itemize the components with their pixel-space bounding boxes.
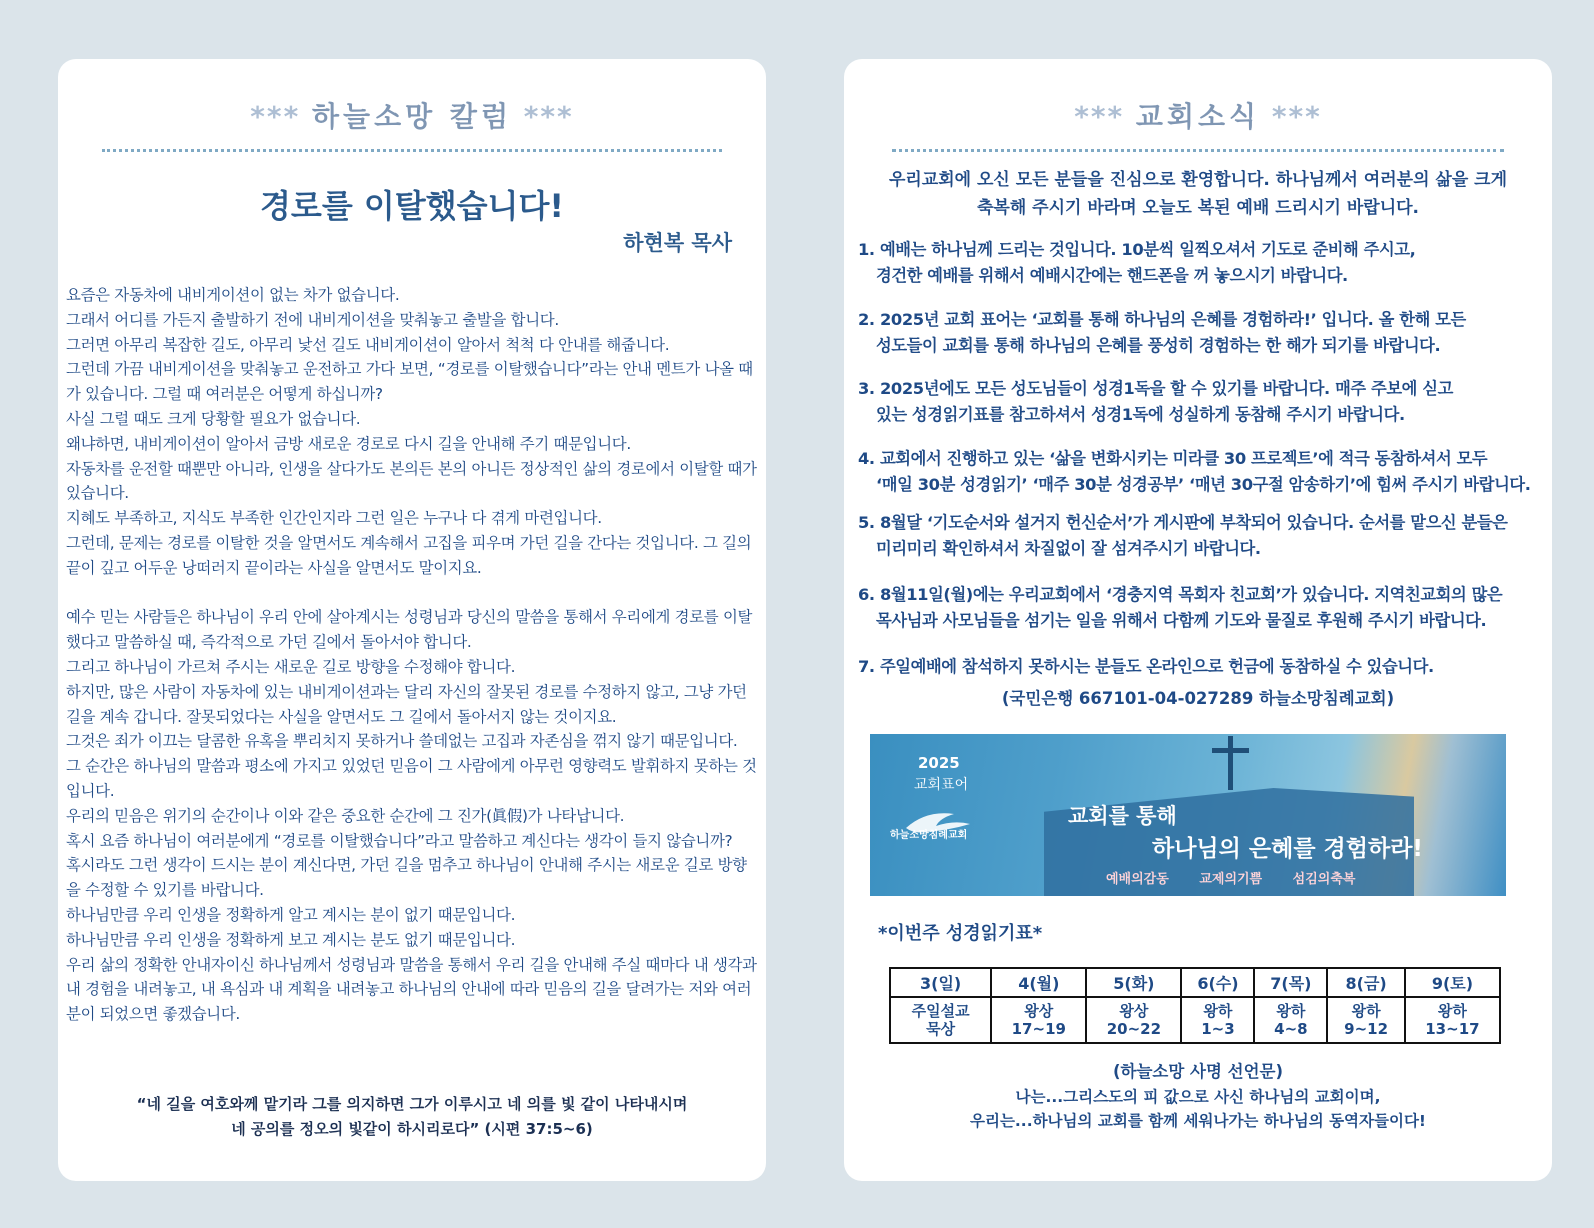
- welcome-message: [864, 166, 1532, 222]
- cell-line: 주일설교: [911, 1002, 970, 1020]
- cell-book: 왕상: [1119, 1002, 1149, 1020]
- reading-cell: [1086, 997, 1181, 1043]
- cell-ref: 20~22: [1106, 1020, 1162, 1038]
- welcome-line: 우리교회에 오신 모든 분들을 진심으로 환영합니다. 하나님께서 여러분의 삶을 크게: [888, 170, 1508, 190]
- paragraph: 요즘은 자동차에 내비게이션이 없는 차가 없습니다.: [66, 286, 400, 304]
- notice-line: 3. 2025년에도 모든 성도님들이 성경1독을 할 수 있기를 바랍니다. 매주 주보에 싣고: [858, 379, 1453, 398]
- notice-item: [858, 510, 1548, 562]
- paragraph: 그것은 죄가 이끄는 달콤한 유혹을 뿌리치지 못하거나 쓸데없는 고집과 자존심을 꺾지 않기 때문입니다.: [66, 732, 738, 751]
- column-title: 경로를 이탈했습니다!: [260, 187, 564, 225]
- bank-account: (국민은행 667101-04-027289 하늘소망침례교회): [1001, 689, 1395, 708]
- reading-cell: [890, 997, 991, 1043]
- day-header: 8(금): [1327, 968, 1404, 997]
- notice-line: 있는 성경읽기표를 참고하셔서 성경1독에 성실하게 동참해 주시기 바랍니다.: [876, 405, 1405, 424]
- reading-cell: [1327, 997, 1404, 1043]
- paragraph: 그런데, 문제는 경로를 이탈한 것을 알면서도 계속해서 고집을 피우며 가던 길을 간다는 것입니다. 그 길의 끝이 깊고 어두운 낭떠러지 끝이라는 사실을 알면서도 말이지요.: [66, 533, 752, 577]
- notice-line: 1. 예배는 하나님께 드리는 것입니다. 10분씩 일찍오셔서 기도로 준비해 주시고,: [858, 240, 1416, 259]
- paragraph-gap: [66, 581, 758, 606]
- reading-cell: [1254, 997, 1327, 1043]
- column-header: [58, 95, 766, 135]
- banner-motto-line: 하나님의 은혜를 경험하라!: [1152, 836, 1423, 862]
- bible-verse: [58, 1092, 766, 1142]
- notice-item: [858, 376, 1548, 428]
- welcome-line: 축복해 주시기 바라며 오늘도 복된 예배 드리시기 바랍니다.: [976, 198, 1419, 218]
- cross-icon: [1228, 736, 1233, 790]
- notice-line: 미리미리 확인하셔서 차질없이 잘 섬겨주시기 바랍니다.: [876, 539, 1261, 558]
- cell-ref: 13~17: [1425, 1020, 1480, 1038]
- logo-text: 하늘소망침례교회: [890, 830, 968, 841]
- cell-book: 왕하: [1351, 1002, 1381, 1020]
- notice-line: 성도들이 교회를 통해 하나님의 은혜를 풍성히 경험하는 한 해가 되기를 바랍니다.: [876, 336, 1441, 355]
- reading-table-title: *이번주 성경읽기표*: [878, 923, 1043, 944]
- mission-statement: [844, 1085, 1552, 1133]
- stars-decoration: ***: [1260, 100, 1322, 133]
- bible-reading-table: [889, 967, 1501, 1044]
- cell-ref: 17~19: [1011, 1020, 1066, 1038]
- banner-tags: [1106, 868, 1381, 887]
- dotted-divider: [102, 149, 722, 152]
- verse-line: 네 공의를 정오의 빛같이 하시리로다” (시편 37:5~6): [231, 1120, 593, 1138]
- day-header: 4(월): [991, 968, 1086, 997]
- cell-line: 묵상: [926, 1020, 956, 1038]
- notice-item: [858, 446, 1548, 498]
- notice-line: 6. 8월11일(월)에는 우리교회에서 ‘경충지역 목회자 친교회’가 있습니다. 지역친교회의 많은: [858, 585, 1503, 604]
- column-header-title: 하늘소망 칼럼: [311, 100, 513, 133]
- paragraph: 그러면 아무리 복잡한 길도, 아무리 낯선 길도 내비게이션이 알아서 척척 다 안내를 해줍니다.: [66, 335, 670, 354]
- notice-item: [858, 307, 1548, 359]
- paragraph: 혹시라도 그런 생각이 드시는 분이 계신다면, 가던 길을 멈추고 하나님이 안내해 주시는 새로운 길로 방향을 수정할 수 있기를 바랍니다.: [66, 856, 747, 900]
- notice-item: [858, 237, 1548, 289]
- paragraph: 그리고 하나님이 가르쳐 주시는 새로운 길로 방향을 수정해야 합니다.: [66, 657, 516, 676]
- paragraph: 우리의 믿음은 위기의 순간이나 이와 같은 중요한 순간에 그 진가(眞假)가 나타납니다.: [66, 806, 625, 825]
- news-header-title: 교회소식: [1135, 100, 1261, 133]
- day-header: 5(화): [1086, 968, 1181, 997]
- cell-book: 왕하: [1437, 1002, 1467, 1020]
- notice-line: 5. 8월달 ‘기도순서와 설거지 헌신순서’가 게시판에 부착되어 있습니다. 순서를 맡으신 분들은: [858, 513, 1508, 532]
- banner-year-label: 교회표어: [914, 777, 969, 793]
- column-panel: [58, 59, 766, 1181]
- cell-book: 왕상: [1024, 1002, 1054, 1020]
- stars-decoration: ***: [250, 100, 312, 133]
- mission-line: 나는...그리스도의 피 값으로 사신 하나님의 교회이며,: [1015, 1088, 1381, 1106]
- day-header: 7(목): [1254, 968, 1327, 997]
- notice-line: 2. 2025년 교회 표어는 ‘교회를 통해 하나님의 은혜를 경험하라!’ 입니다. 올 한해 모든: [858, 310, 1466, 329]
- stars-decoration: ***: [512, 100, 574, 133]
- table-row: [890, 968, 1500, 997]
- notice-line: 7. 주일예배에 참석하지 못하시는 분들도 온라인으로 헌금에 동참하실 수 있습니다.: [858, 657, 1434, 676]
- paragraph: 하지만, 많은 사람이 자동차에 있는 내비게이션과는 달리 자신의 잘못된 경로를 수정하지 않고, 그냥 가던 길을 계속 갑니다. 잘못되었다는 사실을 알면서도 그 길에서 돌아서지 않는 것이지요.: [66, 682, 747, 726]
- paragraph: 사실 그럴 때도 크게 당황할 필요가 없습니다.: [66, 409, 361, 428]
- news-panel: [844, 59, 1552, 1181]
- cross-icon: [1212, 748, 1249, 753]
- reading-cell: [1181, 997, 1254, 1043]
- reading-cell: [1405, 997, 1500, 1043]
- banner-motto-line: 교회를 통해: [1068, 804, 1177, 828]
- mission-line: 우리는...하나님의 교회를 함께 세워나가는 하나님의 동역자들이다!: [970, 1112, 1426, 1130]
- banner-year: 2025: [918, 754, 960, 772]
- day-header: 9(토): [1405, 968, 1500, 997]
- author: 하현복 목사: [623, 231, 732, 255]
- banner-tag: 예배의감동: [1106, 872, 1169, 887]
- stars-decoration: ***: [1074, 100, 1136, 133]
- paragraph: 하나님만큼 우리 인생을 정확하게 알고 계시는 분이 없기 때문입니다.: [66, 905, 516, 924]
- notice-line: 4. 교회에서 진행하고 있는 ‘삶을 변화시키는 미라클 30 프로젝트’에 적극 동참하셔서 모두: [858, 449, 1488, 468]
- paragraph: 자동차를 운전할 때뿐만 아니라, 인생을 살다가도 본의든 본의 아니든 정상적인 삶의 경로에서 이탈할 때가 있습니다.: [66, 459, 757, 503]
- cell-ref: 4~8: [1274, 1020, 1308, 1038]
- notice-item: [858, 582, 1548, 634]
- day-header: 6(수): [1181, 968, 1254, 997]
- cell-ref: 1~3: [1201, 1020, 1235, 1038]
- cell-book: 왕하: [1276, 1002, 1306, 1020]
- paragraph: 혹시 요즘 하나님이 여러분에게 “경로를 이탈했습니다”라고 말씀하고 계신다는 생각이 들지 않습니까?: [66, 831, 733, 850]
- notice-line: 경건한 예배를 위해서 예배시간에는 핸드폰을 꺼 놓으시기 바랍니다.: [876, 266, 1348, 285]
- paragraph: 왜냐하면, 내비게이션이 알아서 금방 새로운 경로로 다시 길을 안내해 주기 때문입니다.: [66, 434, 631, 453]
- paragraph: 그런데 가끔 내비게이션을 맞춰놓고 운전하고 가다 보면, “경로를 이탈했습니다”라는 안내 멘트가 나올 때가 있습니다. 그럴 때 여러분은 어떻게 하십니까?: [66, 360, 753, 404]
- reading-cell: [991, 997, 1086, 1043]
- table-row: [890, 997, 1500, 1043]
- paragraph: 우리 삶의 정확한 안내자이신 하나님께서 성령님과 말씀을 통해서 우리 길을 안내해 주실 때마다 내 생각과 내 경험을 내려놓고, 내 욕심과 내 계획을 내려놓고 하나님의 안내에 따라 믿음의 길을 달려가는 저와 여러분이 되었으면 좋겠습니다.: [66, 955, 757, 1024]
- paragraph: 그 순간은 하나님의 말씀과 평소에 가지고 있었던 믿음이 그 사람에게 아무런 영향력도 발휘하지 못하는 것입니다.: [66, 757, 757, 800]
- paragraph: 예수 믿는 사람들은 하나님이 우리 안에 살아계시는 성령님과 당신의 말씀을 통해서 우리에게 경로를 이탈했다고 말씀하실 때, 즉각적으로 가던 길에서 돌아서야 합니다.: [66, 608, 753, 652]
- paragraph: 하나님만큼 우리 인생을 정확하게 보고 계시는 분도 없기 때문입니다.: [66, 930, 516, 949]
- paragraph: 그래서 어디를 가든지 출발하기 전에 내비게이션을 맞춰놓고 출발을 합니다.: [66, 310, 559, 329]
- paragraph: 지혜도 부족하고, 지식도 부족한 인간인지라 그런 일은 누구나 다 겪게 마련입니다.: [66, 509, 602, 528]
- cell-book: 왕하: [1203, 1002, 1233, 1020]
- notice-line: 목사님과 사모님들을 섬기는 일을 위해서 다함께 기도와 물질로 후원해 주시기 바랍니다.: [876, 611, 1487, 630]
- motto-banner: [870, 734, 1506, 896]
- day-header: 3(일): [890, 968, 991, 997]
- column-body: [66, 283, 758, 1027]
- verse-line: “네 길을 여호와께 맡기라 그를 의지하면 그가 이루시고 네 의를 빛 같이 나타내시며: [136, 1095, 688, 1113]
- notice-item: [858, 654, 1548, 680]
- notice-line: ‘매일 30분 성경읽기’ ‘매주 30분 성경공부’ ‘매년 30구절 암송하기’에 힘써 주시기 바랍니다.: [876, 475, 1531, 494]
- cell-ref: 9~12: [1344, 1020, 1389, 1038]
- news-header: [844, 95, 1552, 135]
- banner-tag: 섬김의축복: [1292, 872, 1356, 887]
- banner-tag: 교제의기쁨: [1199, 872, 1263, 887]
- mission-title: (하늘소망 사명 선언문): [1112, 1062, 1284, 1081]
- dotted-divider: [892, 149, 1504, 152]
